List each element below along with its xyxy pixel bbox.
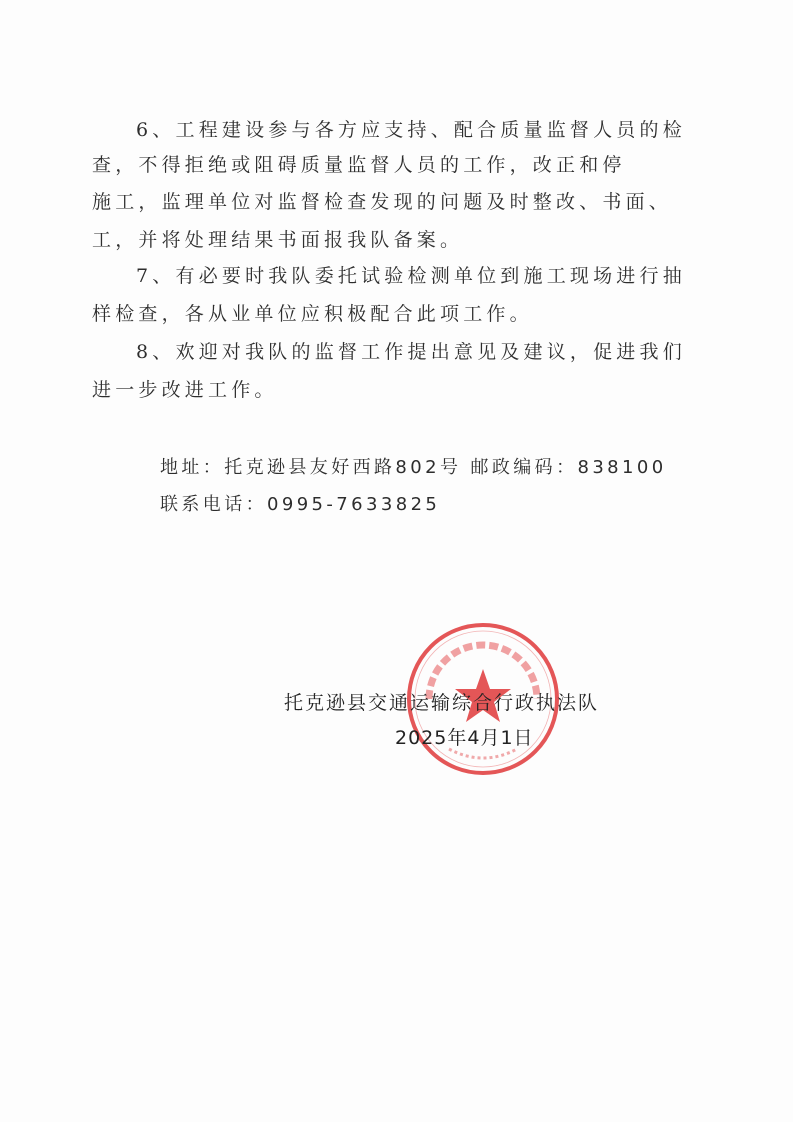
signature-date: 2025年4月1日 xyxy=(395,727,534,749)
paragraph-6-line-3: 施工，监理单位对监督检查发现的问题及时整改、书面、 xyxy=(92,191,673,213)
paragraph-6-line-2: 查，不得拒绝或阻碍质量监督人员的工作，改正和停 xyxy=(92,154,626,176)
paragraph-6-line-1: 6、工程建设参与各方应支持、配合质量监督人员的检 xyxy=(136,119,686,141)
paragraph-8-line-2: 进一步改进工作。 xyxy=(92,379,278,401)
paragraph-7-line-1: 7、有必要时我队委托试验检测单位到施工现场进行抽 xyxy=(136,265,686,287)
paragraph-8-line-1: 8、欢迎对我队的监督工作提出意见及建议，促进我们 xyxy=(136,341,686,363)
seal-bottom-code xyxy=(449,749,517,758)
contact-address: 地址：托克逊县友好西路802号 邮政编码：838100 xyxy=(160,457,667,478)
paragraph-6-line-4: 工，并将处理结果书面报我队备案。 xyxy=(92,229,464,251)
signature-org: 托克逊县交通运输综合行政执法队 xyxy=(284,692,600,714)
paragraph-7-line-2: 样检查，各从业单位应积极配合此项工作。 xyxy=(92,303,533,325)
contact-phone: 联系电话：0995-7633825 xyxy=(160,494,441,515)
